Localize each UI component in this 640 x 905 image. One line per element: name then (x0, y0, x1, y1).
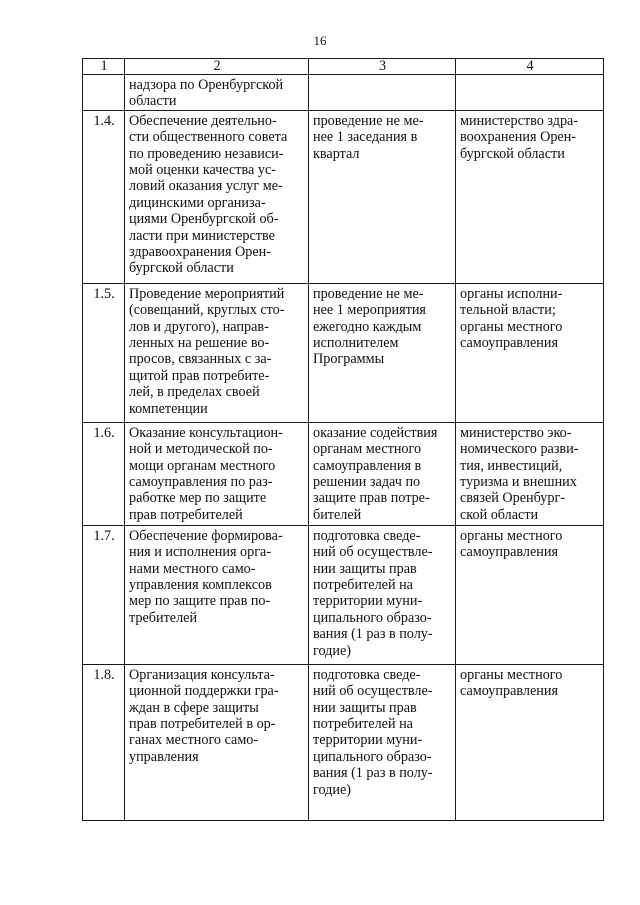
cell-line: надзора по Оренбургской (129, 77, 284, 93)
executor-cell (456, 75, 604, 111)
header-col-1: 1 (83, 59, 125, 75)
header-col-3: 3 (309, 59, 456, 75)
cell-line: прав потребителей (129, 506, 243, 523)
cell-line: нее 1 мероприятия (313, 302, 426, 319)
cell-line: бургской области (460, 145, 565, 162)
cell-line: ловий оказания услуг ме- (129, 178, 283, 195)
cell-line: ленных на решение во- (129, 335, 270, 352)
cell-line: вания (1 раз в полу- (313, 765, 433, 782)
cell-line: Программы (313, 351, 385, 368)
row-number: 1.5. (83, 283, 125, 422)
indicator-cell (309, 422, 456, 525)
cell-line: оказание содействия (313, 424, 438, 441)
row-number: 1.4. (83, 110, 125, 283)
cell-line: ной и методической по- (129, 441, 273, 458)
measure-cell (125, 422, 309, 525)
measure-cell (125, 525, 309, 664)
measure-cell (125, 283, 309, 422)
cell-line: органы местного (460, 318, 563, 335)
table-row (83, 283, 604, 422)
cell-line: потребителей на (313, 716, 413, 733)
header-col-2: 2 (125, 59, 309, 75)
cell-line: лов и другого), направ- (129, 318, 269, 335)
cell-line: управления комплексов (129, 577, 272, 594)
cell-line: нами местного само- (129, 560, 256, 577)
cell-line: туризма и внешних (460, 474, 577, 491)
cell-line: ципального образо- (313, 609, 432, 626)
cell-line: Оказание консультацион- (129, 424, 283, 441)
indicator-cell (309, 283, 456, 422)
cell-line: щитой прав потребите- (129, 367, 270, 384)
row-number: 1.6. (83, 422, 125, 525)
indicator-cell (309, 525, 456, 664)
cell-line: исполнителем (313, 335, 399, 352)
indicator-cell (309, 75, 456, 111)
executor-cell (456, 422, 604, 525)
cell-line: квартал (313, 145, 360, 162)
row-number: 1.7. (83, 525, 125, 664)
cell-line: нии защиты прав (313, 560, 417, 577)
cell-line: ний об осуществле- (313, 683, 433, 700)
cell-line: дицинскими организа- (129, 194, 266, 211)
measure-cell (125, 664, 309, 820)
cell-line: решении задач по (313, 474, 421, 491)
cell-line: бургской области (129, 260, 234, 277)
executor-cell (456, 283, 604, 422)
cell-line: Обеспечение деятельно- (129, 112, 277, 129)
cell-line: бителей (313, 506, 362, 523)
cell-line: тельной власти; (460, 302, 556, 319)
cell-line: вания (1 раз в полу- (313, 626, 433, 643)
cell-line: тия, инвестиций, (460, 457, 563, 474)
cell-line: годие) (313, 642, 351, 659)
table-row (83, 664, 604, 820)
table-row (83, 525, 604, 664)
cell-line: ласти при министерстве (129, 227, 275, 244)
cell-line: номического разви- (460, 441, 579, 458)
cell-line: потребителей на (313, 577, 413, 594)
cell-line: нии защиты прав (313, 699, 417, 716)
cell-line: по проведению независи- (129, 145, 284, 162)
cell-line: органы местного (460, 527, 563, 544)
cell-line: мой оценки качества ус- (129, 162, 276, 179)
header-col-4: 4 (456, 59, 604, 75)
table-row (83, 110, 604, 283)
cell-line: подготовка сведе- (313, 666, 421, 683)
cell-line: просов, связанных с за- (129, 351, 272, 368)
cell-line: Проведение мероприятий (129, 285, 285, 302)
indicator-cell (309, 664, 456, 820)
measure-cell (125, 110, 309, 283)
cell-line: подготовка сведе- (313, 527, 421, 544)
cell-line: лей, в пределах своей (129, 384, 260, 401)
cell-line: ской области (460, 506, 539, 523)
table-header-row (83, 59, 604, 75)
cell-line: министерство эко- (460, 424, 572, 441)
executor-cell (456, 664, 604, 820)
row-number (83, 75, 125, 111)
table-row (83, 422, 604, 525)
cell-line: защите прав потре- (313, 490, 430, 507)
cell-line: требителей (129, 609, 198, 626)
cell-line: ний об осуществле- (313, 544, 433, 561)
cell-line: ежегодно каждым (313, 318, 422, 335)
table-row (83, 75, 604, 111)
cell-line: ния и исполнения орга- (129, 544, 272, 561)
cell-line: ждан в сфере защиты (129, 699, 259, 716)
cell-line: самоуправления (460, 544, 558, 561)
cell-line: проведение не ме- (313, 285, 424, 302)
indicator-cell (309, 110, 456, 283)
cell-line: воохранения Орен- (460, 129, 577, 146)
measure-cell (125, 75, 309, 111)
cell-line: самоуправления в (313, 457, 422, 474)
measures-table (82, 58, 604, 821)
cell-line: ционной поддержки гра- (129, 683, 279, 700)
cell-line: территории муни- (313, 732, 423, 749)
page-number: 16 (313, 33, 327, 48)
executor-cell (456, 525, 604, 664)
cell-line: самоуправления по раз- (129, 474, 273, 491)
cell-line: проведение не ме- (313, 112, 424, 129)
executor-cell (456, 110, 604, 283)
row-number: 1.8. (83, 664, 125, 820)
cell-line: органы местного (460, 666, 563, 683)
cell-line: нее 1 заседания в (313, 129, 418, 146)
cell-line: мер по защите прав по- (129, 593, 271, 610)
cell-line: министерство здра- (460, 112, 579, 129)
cell-line: компетенции (129, 400, 208, 417)
cell-line: сти общественного совета (129, 129, 288, 146)
cell-line: самоуправления (460, 335, 558, 352)
cell-line: управления (129, 748, 199, 765)
cell-line: Организация консульта- (129, 666, 275, 683)
cell-line: самоуправления (460, 683, 558, 700)
cell-line: циями Оренбургской об- (129, 211, 279, 228)
cell-line: здравоохранения Орен- (129, 244, 271, 261)
cell-line: ципального образо- (313, 748, 432, 765)
cell-line: мощи органам местного (129, 457, 276, 474)
cell-line: ганах местного само- (129, 732, 259, 749)
cell-line: области (129, 93, 177, 110)
cell-line: годие) (313, 781, 351, 798)
cell-line: территории муни- (313, 593, 423, 610)
cell-line: Обеспечение формирова- (129, 527, 283, 544)
cell-line: связей Оренбург- (460, 490, 566, 507)
cell-line: (совещаний, круглых сто- (129, 302, 285, 319)
cell-line: органам местного (313, 441, 422, 458)
cell-line: прав потребителей в ор- (129, 716, 276, 733)
cell-line: работке мер по защите (129, 490, 267, 507)
cell-line: органы исполни- (460, 285, 563, 302)
